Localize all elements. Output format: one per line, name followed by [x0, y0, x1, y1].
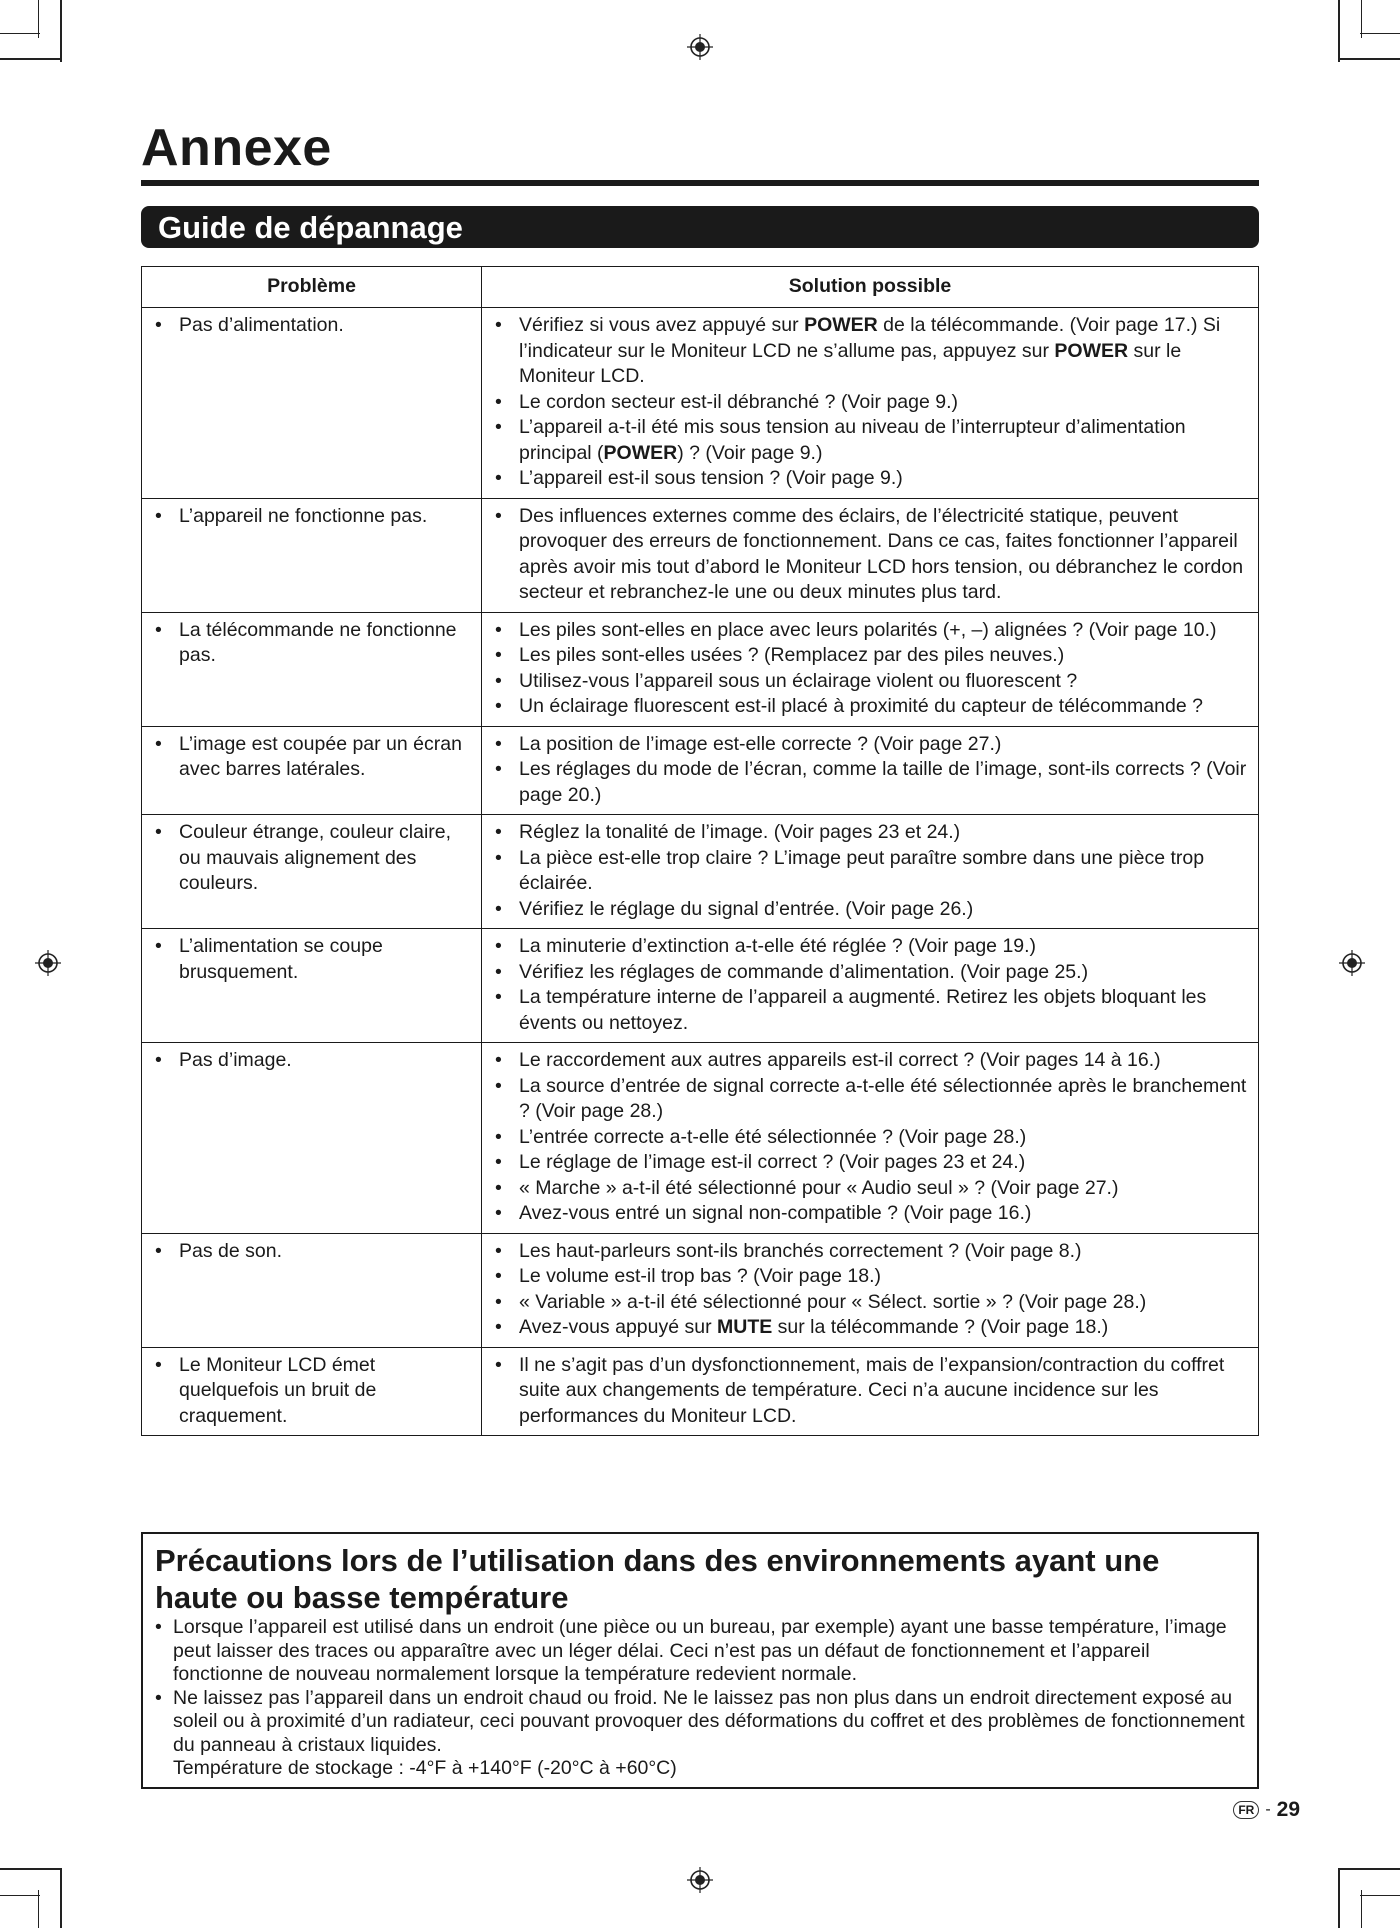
solution-text: Les piles sont-elles en place avec leurs polarités (+, –) alignées ? (Voir page 10.)	[519, 618, 1217, 641]
solution-item	[492, 618, 1248, 644]
precaution-item: • Lorsque l’appareil est utilisé dans un endroit (une pièce ou un bureau, par exemple) ayant une basse température, l’image peut laisser des traces ou apparaître avec un léger délai. Ceci n’est pas un défaut de fonctionnement et l’appareil fonctionne de nouveau normalement lorsque la température redevient normale.	[155, 1616, 1245, 1687]
solution-item	[492, 897, 1248, 923]
problem-list	[152, 1048, 471, 1074]
table-row	[142, 612, 1259, 726]
solution-item	[492, 985, 1248, 1036]
solution-item	[492, 1201, 1248, 1227]
button-name: MUTE	[717, 1316, 773, 1338]
crop-mark	[1338, 0, 1340, 62]
solution-item	[492, 643, 1248, 669]
solution-item	[492, 846, 1248, 897]
solution-cell	[482, 815, 1259, 929]
solution-text: Il ne s’agit pas d’un dysfonctionnement, mais de l’expansion/contraction du coffret suite aux changements de température. Ceci n’a aucune incidence sur les performances du Moniteur LCD.	[519, 1353, 1225, 1427]
problem-cell	[142, 726, 482, 815]
registration-mark-icon	[687, 34, 713, 60]
crop-mark	[60, 0, 62, 62]
problem-cell	[142, 498, 482, 612]
solution-item	[492, 669, 1248, 695]
solution-item	[492, 1125, 1248, 1151]
solution-text: La température interne de l’appareil a augmenté. Retirez les objets bloquant les évents ou nettoyez.	[519, 986, 1207, 1034]
crop-mark	[38, 1890, 39, 1928]
solution-text: Les réglages du mode de l’écran, comme la taille de l’image, sont-ils corrects ? (Voir page 20.)	[519, 758, 1247, 806]
crop-mark	[1338, 58, 1400, 60]
solution-cell	[482, 1347, 1259, 1436]
problem-text: • La télécommande ne fonctionne pas.	[152, 618, 471, 669]
page-number	[1233, 1798, 1300, 1822]
button-name: POWER	[603, 441, 678, 464]
solution-text: La source d’entrée de signal correcte a-t-elle été sélectionnée après le branchement ? (Voir page 28.)	[519, 1074, 1247, 1122]
solution-item	[492, 1176, 1248, 1202]
solution-item	[492, 390, 1248, 416]
problem-text: • Pas d’image.	[152, 1048, 471, 1074]
solution-text: Le volume est-il trop bas ? (Voir page 18.)	[519, 1265, 882, 1287]
problem-text: • Pas de son.	[152, 1239, 471, 1265]
solution-list	[492, 934, 1248, 1036]
button-name: POWER	[1054, 339, 1129, 362]
solution-cell	[482, 498, 1259, 612]
solution-text: Le réglage de l’image est-il correct ? (Voir pages 23 et 24.)	[519, 1151, 1026, 1173]
problem-text: • L’appareil ne fonctionne pas.	[152, 504, 471, 530]
solution-text: Vérifiez les réglages de commande d’alimentation. (Voir page 25.)	[519, 960, 1089, 983]
solution-text: « Variable » a-t-il été sélectionné pour « Sélect. sortie » ? (Voir page 28.)	[519, 1290, 1147, 1313]
solution-text: sur la télécommande ? (Voir page 18.)	[772, 1316, 1109, 1338]
solution-list	[492, 313, 1248, 492]
solution-item	[492, 1048, 1248, 1074]
precautions-title: Précautions lors de l’utilisation dans des environnements ayant une haute ou basse température	[155, 1543, 1160, 1615]
table-row	[142, 308, 1259, 499]
problem-cell	[142, 308, 482, 499]
solution-list	[492, 504, 1248, 606]
solution-text: Le cordon secteur est-il débranché ? (Voir page 9.)	[519, 390, 959, 413]
solution-item	[492, 1290, 1248, 1316]
problem-text: • Pas d’alimentation.	[152, 313, 471, 339]
problem-cell	[142, 612, 482, 726]
solution-text: L’appareil a-t-il été mis sous tension au niveau de l’interrupteur d’alimentation principal (	[519, 416, 1186, 464]
solution-text: La minuterie d’extinction a-t-elle été réglée ? (Voir page 19.)	[519, 935, 1037, 957]
solution-list	[492, 820, 1248, 922]
precautions-box	[141, 1532, 1259, 1789]
problem-text: • L’image est coupée par un écran avec barres latérales.	[152, 732, 471, 783]
solution-item	[492, 1353, 1248, 1430]
problem-list	[152, 934, 471, 985]
crop-mark	[1361, 0, 1362, 38]
solution-text: Les haut-parleurs sont-ils branchés correctement ? (Voir page 8.)	[519, 1239, 1082, 1262]
solution-item	[492, 732, 1248, 758]
solution-text: Vérifiez le réglage du signal d’entrée. (Voir page 26.)	[519, 897, 974, 920]
registration-mark-icon	[687, 1867, 713, 1893]
problem-list	[152, 820, 471, 897]
problem-list	[152, 618, 471, 669]
solution-cell	[482, 612, 1259, 726]
page-title: Annexe	[141, 119, 332, 177]
solution-list	[492, 1353, 1248, 1430]
troubleshooting-table	[141, 266, 1259, 1436]
crop-mark	[1361, 1890, 1362, 1928]
problem-list	[152, 313, 471, 339]
solution-text: Vérifiez si vous avez appuyé sur	[519, 314, 805, 336]
solution-list	[492, 1239, 1248, 1341]
solution-text: Utilisez-vous l’appareil sous un éclairage violent ou fluorescent ?	[519, 669, 1078, 692]
page-number-value: 29	[1276, 1798, 1300, 1821]
solution-cell	[482, 929, 1259, 1043]
solution-cell	[482, 726, 1259, 815]
problem-cell	[142, 1043, 482, 1234]
precaution-text: Ne laissez pas l’appareil dans un endroit chaud ou froid. Ne le laissez pas non plus dans un endroit directement exposé au soleil ou à proximité d’un radiateur, ceci pouvant provoquer des déformations du coffret et des problèmes de fonctionnement du panneau à cristaux liquides.	[173, 1686, 1245, 1756]
problem-text: • L’alimentation se coupe brusquement.	[152, 934, 471, 985]
button-name: POWER	[804, 314, 878, 336]
solution-text: de la télécommande. (Voir page 17.) Si l’indicateur sur le Moniteur LCD ne s’allume pas, appuyez sur	[519, 314, 1221, 362]
table-row	[142, 929, 1259, 1043]
language-badge: FR	[1233, 1801, 1259, 1819]
solution-list	[492, 1048, 1248, 1227]
problem-list	[152, 1353, 471, 1430]
solution-item	[492, 1074, 1248, 1125]
solution-cell	[482, 308, 1259, 499]
problem-cell	[142, 1347, 482, 1436]
page-number-separator: -	[1265, 1801, 1271, 1818]
crop-mark	[1360, 33, 1400, 34]
solution-text: Des influences externes comme des éclairs, de l’électricité statique, peuvent provoquer des erreurs de fonctionnement. Dans ce cas, faites fonctionner l’appareil après avoir mis tout d’abord le Moniteur LCD hors tension, ou débranchez le cordon secteur et rebranchez-le une ou deux minutes plus tard.	[519, 504, 1244, 603]
crop-mark	[1338, 1868, 1340, 1928]
solution-item	[492, 313, 1248, 390]
solution-text: sur le Moniteur LCD.	[519, 339, 1182, 387]
problem-text: • Le Moniteur LCD émet quelquefois un bruit de craquement.	[152, 1353, 471, 1430]
title-rule	[141, 180, 1259, 186]
problem-list	[152, 732, 471, 783]
table-row	[142, 1233, 1259, 1347]
solution-text: « Marche » a-t-il été sélectionné pour « Audio seul » ? (Voir page 27.)	[519, 1176, 1119, 1199]
column-header-solution: Solution possible	[482, 267, 1259, 308]
section-banner	[141, 206, 1259, 248]
solution-item	[492, 934, 1248, 960]
column-header-problem: Problème	[142, 267, 482, 308]
solution-text: Les piles sont-elles usées ? (Remplacez par des piles neuves.)	[519, 644, 1065, 666]
solution-item	[492, 757, 1248, 808]
problem-text: • Couleur étrange, couleur claire, ou mauvais alignement des couleurs.	[152, 820, 471, 897]
solution-cell	[482, 1043, 1259, 1234]
solution-item	[492, 1239, 1248, 1265]
crop-mark	[0, 1895, 40, 1896]
crop-mark	[1338, 1868, 1400, 1870]
table-row	[142, 1347, 1259, 1436]
solution-text: Un éclairage fluorescent est-il placé à proximité du capteur de télécommande ?	[519, 695, 1203, 717]
solution-item	[492, 466, 1248, 492]
solution-text: La position de l’image est-elle correcte ? (Voir page 27.)	[519, 732, 1002, 755]
solution-item	[492, 960, 1248, 986]
solution-text: Avez-vous appuyé sur	[519, 1316, 717, 1338]
table-row	[142, 726, 1259, 815]
problem-cell	[142, 929, 482, 1043]
solution-text: Avez-vous entré un signal non-compatible ? (Voir page 16.)	[519, 1202, 1032, 1224]
problem-cell	[142, 1233, 482, 1347]
storage-temperature: Température de stockage : -4°F à +140°F (-20°C à +60°C)	[173, 1757, 677, 1779]
solution-text: L’entrée correcte a-t-elle été sélectionnée ? (Voir page 28.)	[519, 1125, 1027, 1148]
solution-text: L’appareil est-il sous tension ? (Voir page 9.)	[519, 467, 903, 489]
registration-mark-icon	[35, 950, 61, 976]
crop-mark	[0, 1868, 62, 1870]
problem-cell	[142, 815, 482, 929]
solution-text: Réglez la tonalité de l’image. (Voir pages 23 et 24.)	[519, 821, 961, 843]
problem-list	[152, 1239, 471, 1265]
solution-text: La pièce est-elle trop claire ? L’image peut paraître sombre dans une pièce trop éclairée.	[519, 846, 1205, 894]
solution-item	[492, 1150, 1248, 1176]
table-row	[142, 1043, 1259, 1234]
crop-mark	[60, 1868, 62, 1928]
solution-item	[492, 820, 1248, 846]
solution-text: Le raccordement aux autres appareils est-il correct ? (Voir pages 14 à 16.)	[519, 1049, 1161, 1071]
solution-cell	[482, 1233, 1259, 1347]
registration-mark-icon	[1339, 950, 1365, 976]
table-row	[142, 815, 1259, 929]
section-title: Guide de dépannage	[158, 210, 463, 245]
precaution-item	[155, 1687, 1245, 1781]
solution-list	[492, 618, 1248, 720]
solution-item	[492, 1315, 1248, 1341]
crop-mark	[38, 0, 39, 38]
problem-list	[152, 504, 471, 530]
solution-item	[492, 1264, 1248, 1290]
solution-item	[492, 694, 1248, 720]
crop-mark	[0, 58, 62, 60]
crop-mark	[0, 33, 40, 34]
table-header-row	[142, 267, 1259, 308]
solution-text: ) ? (Voir page 9.)	[677, 441, 823, 464]
solution-list	[492, 732, 1248, 809]
solution-item	[492, 415, 1248, 466]
table-row	[142, 498, 1259, 612]
solution-item	[492, 504, 1248, 606]
table-body	[142, 308, 1259, 1436]
crop-mark	[1360, 1895, 1400, 1896]
precautions-list	[155, 1616, 1245, 1781]
